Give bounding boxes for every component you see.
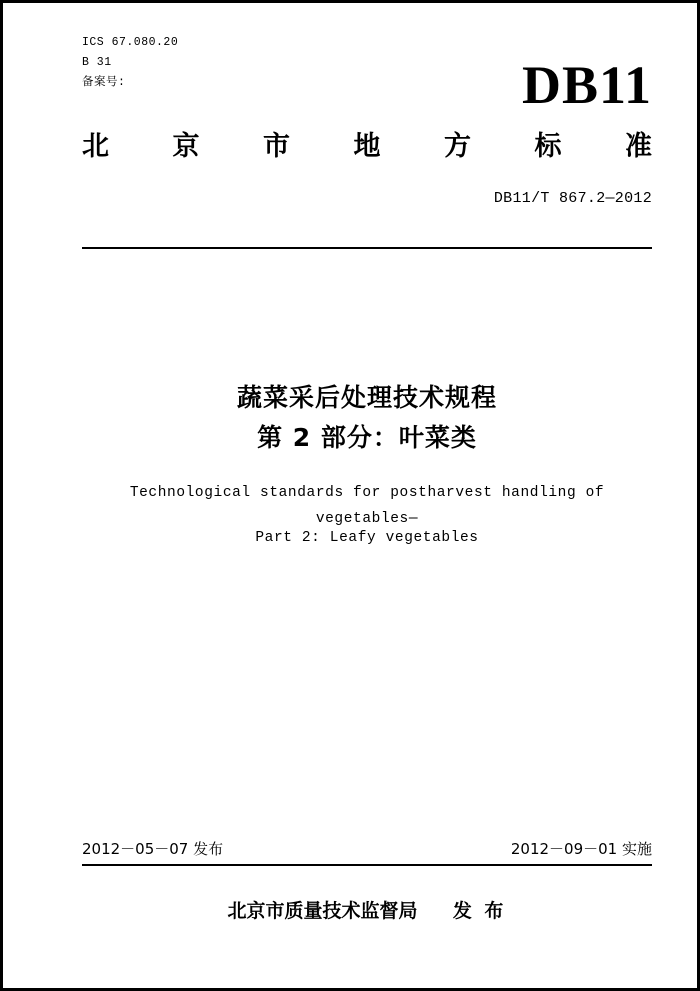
document-title-line1: 蔬菜采后处理技术规程 <box>236 383 497 412</box>
title-char-1: 京 <box>172 131 200 162</box>
document-title <box>82 378 652 458</box>
effective-date: 2012－09－01 实施 <box>510 840 652 858</box>
standard-number: DB11/T 867.2—2012 <box>493 190 652 207</box>
title-char-4: 方 <box>444 131 471 162</box>
issuer-row <box>82 896 652 923</box>
issuer-name: 北京市质量技术监督局 <box>227 900 418 922</box>
document-title-english-line2: Part 2: Leafy vegetables <box>255 530 479 546</box>
document-title-english-line1: Technological standards for postharvest handling of vegetables— <box>129 485 605 527</box>
header-divider <box>82 247 652 249</box>
footer-divider <box>82 864 652 866</box>
title-char-5: 标 <box>534 131 562 162</box>
page-content <box>82 0 652 991</box>
ics-header-block <box>82 33 178 93</box>
db11-logo: DB11 <box>521 55 652 115</box>
record-number-label: 备案号: <box>82 76 126 89</box>
title-char-0: 北 <box>82 131 109 162</box>
date-row <box>82 838 652 859</box>
title-char-6: 准 <box>625 131 652 162</box>
standard-type-title <box>82 130 652 164</box>
title-char-3: 地 <box>353 131 381 162</box>
ics-code: ICS 67.080.20 <box>82 36 179 49</box>
classification-code: B 31 <box>82 56 112 69</box>
publish-label: 发 布 <box>452 900 507 922</box>
issue-date: 2012－05－07 发布 <box>82 840 224 858</box>
document-title-line2: 第 2 部分：叶菜类 <box>257 423 477 452</box>
title-char-2: 市 <box>263 131 290 162</box>
